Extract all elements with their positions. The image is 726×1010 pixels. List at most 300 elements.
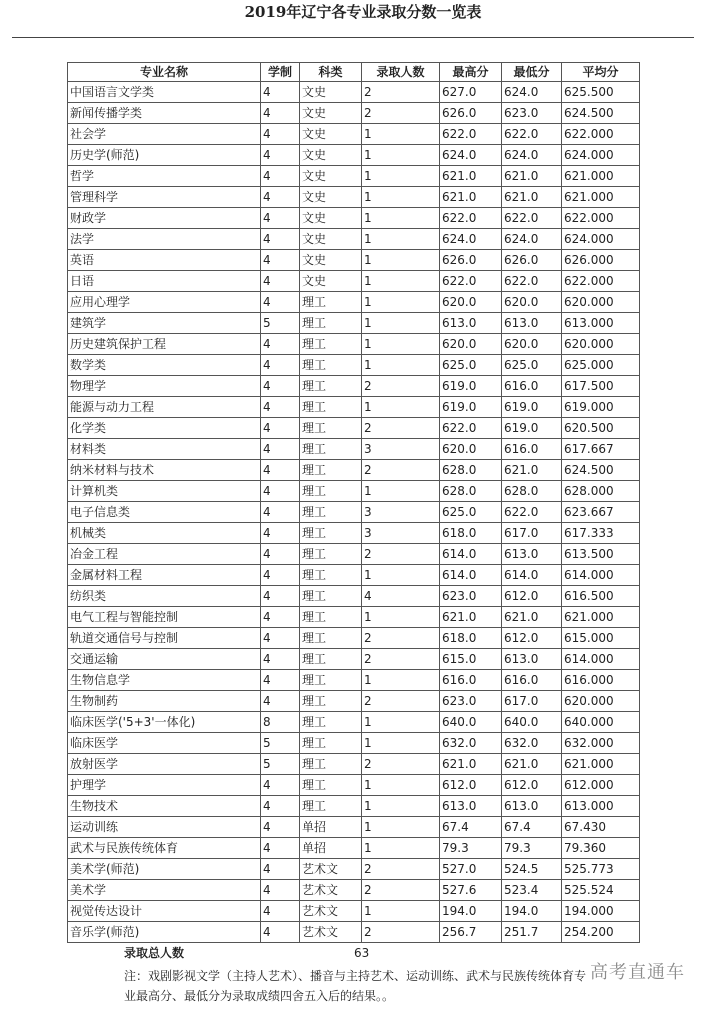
cell-category: 艺术文 [300, 922, 362, 943]
cell-duration: 4 [261, 880, 300, 901]
cell-duration: 4 [261, 292, 300, 313]
cell-duration: 4 [261, 586, 300, 607]
cell-duration: 4 [261, 649, 300, 670]
cell-duration: 4 [261, 607, 300, 628]
cell-admitted: 1 [362, 124, 440, 145]
cell-category: 理工 [300, 439, 362, 460]
cell-category: 理工 [300, 502, 362, 523]
cell-category: 艺术文 [300, 901, 362, 922]
cell-admitted: 2 [362, 544, 440, 565]
cell-duration: 4 [261, 481, 300, 502]
column-header-admitted: 录取人数 [362, 63, 440, 82]
cell-max-score: 256.7 [440, 922, 502, 943]
page-title: 2019年辽宁各专业录取分数一览表 [244, 3, 482, 21]
cell-admitted: 2 [362, 628, 440, 649]
cell-min-score: 613.0 [502, 649, 562, 670]
cell-duration: 4 [261, 838, 300, 859]
cell-max-score: 620.0 [440, 292, 502, 313]
cell-min-score: 79.3 [502, 838, 562, 859]
table-body [68, 82, 640, 943]
cell-major: 日语 [68, 271, 261, 292]
cell-major: 生物技术 [68, 796, 261, 817]
cell-min-score: 625.0 [502, 355, 562, 376]
cell-duration: 4 [261, 166, 300, 187]
cell-avg-score: 625.000 [562, 355, 640, 376]
cell-major: 英语 [68, 250, 261, 271]
cell-avg-score: 622.000 [562, 208, 640, 229]
cell-max-score: 622.0 [440, 208, 502, 229]
table-row [68, 691, 640, 712]
table-row [68, 418, 640, 439]
cell-duration: 4 [261, 208, 300, 229]
cell-max-score: 624.0 [440, 145, 502, 166]
cell-major: 财政学 [68, 208, 261, 229]
cell-duration: 4 [261, 565, 300, 586]
cell-category: 理工 [300, 565, 362, 586]
cell-category: 文史 [300, 250, 362, 271]
cell-admitted: 4 [362, 586, 440, 607]
cell-category: 理工 [300, 628, 362, 649]
cell-min-score: 620.0 [502, 334, 562, 355]
cell-avg-score: 617.667 [562, 439, 640, 460]
cell-category: 文史 [300, 82, 362, 103]
cell-max-score: 624.0 [440, 229, 502, 250]
cell-category: 文史 [300, 145, 362, 166]
cell-admitted: 1 [362, 355, 440, 376]
cell-duration: 4 [261, 103, 300, 124]
cell-duration: 4 [261, 355, 300, 376]
table-row [68, 628, 640, 649]
cell-avg-score: 613.500 [562, 544, 640, 565]
cell-category: 理工 [300, 691, 362, 712]
cell-major: 运动训练 [68, 817, 261, 838]
table-row [68, 397, 640, 418]
table-row [68, 754, 640, 775]
cell-avg-score: 632.000 [562, 733, 640, 754]
cell-major: 临床医学('5+3'一体化) [68, 712, 261, 733]
cell-max-score: 622.0 [440, 271, 502, 292]
cell-category: 单招 [300, 838, 362, 859]
cell-duration: 4 [261, 334, 300, 355]
cell-max-score: 616.0 [440, 670, 502, 691]
cell-max-score: 613.0 [440, 313, 502, 334]
cell-admitted: 3 [362, 439, 440, 460]
cell-category: 理工 [300, 754, 362, 775]
cell-duration: 4 [261, 628, 300, 649]
cell-admitted: 2 [362, 82, 440, 103]
cell-admitted: 3 [362, 523, 440, 544]
cell-category: 艺术文 [300, 880, 362, 901]
cell-max-score: 619.0 [440, 376, 502, 397]
cell-avg-score: 619.000 [562, 397, 640, 418]
cell-min-score: 524.5 [502, 859, 562, 880]
cell-duration: 5 [261, 754, 300, 775]
cell-admitted: 1 [362, 229, 440, 250]
watermark-text: 高考直通车 [590, 962, 685, 983]
cell-min-score: 621.0 [502, 754, 562, 775]
cell-category: 文史 [300, 229, 362, 250]
cell-admitted: 1 [362, 208, 440, 229]
cell-category: 理工 [300, 523, 362, 544]
cell-max-score: 622.0 [440, 418, 502, 439]
cell-avg-score: 624.000 [562, 229, 640, 250]
cell-admitted: 1 [362, 271, 440, 292]
cell-avg-score: 613.000 [562, 313, 640, 334]
table-row [68, 250, 640, 271]
table-row [68, 544, 640, 565]
cell-avg-score: 620.000 [562, 691, 640, 712]
cell-max-score: 621.0 [440, 166, 502, 187]
cell-admitted: 1 [362, 313, 440, 334]
cell-duration: 4 [261, 229, 300, 250]
table-row [68, 166, 640, 187]
cell-admitted: 1 [362, 187, 440, 208]
cell-major: 应用心理学 [68, 292, 261, 313]
cell-duration: 4 [261, 670, 300, 691]
cell-admitted: 2 [362, 460, 440, 481]
cell-max-score: 623.0 [440, 691, 502, 712]
cell-min-score: 614.0 [502, 565, 562, 586]
cell-major: 能源与动力工程 [68, 397, 261, 418]
cell-major: 电气工程与智能控制 [68, 607, 261, 628]
cell-min-score: 626.0 [502, 250, 562, 271]
cell-category: 理工 [300, 733, 362, 754]
table-row [68, 481, 640, 502]
cell-major: 法学 [68, 229, 261, 250]
cell-admitted: 1 [362, 292, 440, 313]
cell-avg-score: 612.000 [562, 775, 640, 796]
cell-max-score: 626.0 [440, 250, 502, 271]
cell-min-score: 67.4 [502, 817, 562, 838]
column-header-duration: 学制 [261, 63, 300, 82]
cell-min-score: 617.0 [502, 691, 562, 712]
cell-category: 理工 [300, 796, 362, 817]
cell-admitted: 2 [362, 103, 440, 124]
cell-admitted: 2 [362, 691, 440, 712]
cell-duration: 4 [261, 145, 300, 166]
cell-max-score: 622.0 [440, 124, 502, 145]
cell-category: 艺术文 [300, 859, 362, 880]
cell-duration: 4 [261, 187, 300, 208]
table-row [68, 460, 640, 481]
cell-major: 武术与民族传统体育 [68, 838, 261, 859]
cell-admitted: 1 [362, 481, 440, 502]
cell-admitted: 2 [362, 754, 440, 775]
cell-major: 生物信息学 [68, 670, 261, 691]
column-header-category: 科类 [300, 63, 362, 82]
table-row [68, 901, 640, 922]
cell-major: 交通运输 [68, 649, 261, 670]
cell-category: 理工 [300, 334, 362, 355]
cell-duration: 4 [261, 502, 300, 523]
cell-max-score: 79.3 [440, 838, 502, 859]
cell-max-score: 626.0 [440, 103, 502, 124]
cell-min-score: 624.0 [502, 145, 562, 166]
cell-category: 理工 [300, 313, 362, 334]
cell-category: 理工 [300, 397, 362, 418]
cell-major: 生物制药 [68, 691, 261, 712]
cell-major: 物理学 [68, 376, 261, 397]
cell-avg-score: 254.200 [562, 922, 640, 943]
cell-major: 冶金工程 [68, 544, 261, 565]
cell-min-score: 622.0 [502, 124, 562, 145]
cell-category: 理工 [300, 649, 362, 670]
table-row [68, 880, 640, 901]
cell-major: 音乐学(师范) [68, 922, 261, 943]
cell-duration: 4 [261, 439, 300, 460]
cell-major: 护理学 [68, 775, 261, 796]
table-row [68, 271, 640, 292]
admission-score-table [67, 62, 640, 943]
cell-avg-score: 614.000 [562, 649, 640, 670]
table-row [68, 439, 640, 460]
cell-min-score: 621.0 [502, 607, 562, 628]
cell-avg-score: 617.500 [562, 376, 640, 397]
cell-avg-score: 194.000 [562, 901, 640, 922]
cell-avg-score: 624.000 [562, 145, 640, 166]
cell-category: 文史 [300, 166, 362, 187]
cell-admitted: 1 [362, 334, 440, 355]
total-admitted-value: 63 [354, 946, 370, 960]
table-row [68, 355, 640, 376]
cell-min-score: 632.0 [502, 733, 562, 754]
cell-category: 理工 [300, 355, 362, 376]
cell-avg-score: 623.667 [562, 502, 640, 523]
cell-duration: 4 [261, 376, 300, 397]
cell-max-score: 625.0 [440, 355, 502, 376]
cell-duration: 4 [261, 250, 300, 271]
cell-min-score: 616.0 [502, 670, 562, 691]
table-row [68, 229, 640, 250]
cell-avg-score: 620.000 [562, 292, 640, 313]
cell-min-score: 621.0 [502, 166, 562, 187]
cell-duration: 4 [261, 460, 300, 481]
cell-max-score: 613.0 [440, 796, 502, 817]
footnote: 注：戏剧影视文学（主持人艺术）、播音与主持艺术、运动训练、武术与民族传统体育专业最高分、最低分为录取成绩四舍五入后的结果。。 [124, 969, 587, 1003]
cell-admitted: 1 [362, 166, 440, 187]
title-divider [12, 37, 694, 38]
cell-avg-score: 620.000 [562, 334, 640, 355]
cell-duration: 4 [261, 124, 300, 145]
cell-avg-score: 525.773 [562, 859, 640, 880]
cell-avg-score: 615.000 [562, 628, 640, 649]
cell-avg-score: 616.000 [562, 670, 640, 691]
cell-category: 文史 [300, 124, 362, 145]
cell-avg-score: 628.000 [562, 481, 640, 502]
cell-max-score: 625.0 [440, 502, 502, 523]
cell-admitted: 1 [362, 145, 440, 166]
cell-max-score: 632.0 [440, 733, 502, 754]
cell-max-score: 618.0 [440, 523, 502, 544]
column-header-max-score: 最高分 [440, 63, 502, 82]
cell-admitted: 1 [362, 796, 440, 817]
cell-min-score: 523.4 [502, 880, 562, 901]
cell-avg-score: 621.000 [562, 607, 640, 628]
cell-major: 美术学(师范) [68, 859, 261, 880]
cell-min-score: 620.0 [502, 292, 562, 313]
cell-category: 文史 [300, 208, 362, 229]
cell-duration: 4 [261, 775, 300, 796]
cell-max-score: 527.0 [440, 859, 502, 880]
cell-major: 历史建筑保护工程 [68, 334, 261, 355]
cell-category: 理工 [300, 544, 362, 565]
cell-min-score: 622.0 [502, 502, 562, 523]
cell-min-score: 612.0 [502, 775, 562, 796]
cell-admitted: 2 [362, 376, 440, 397]
table-row [68, 523, 640, 544]
cell-duration: 4 [261, 82, 300, 103]
cell-avg-score: 617.333 [562, 523, 640, 544]
cell-min-score: 613.0 [502, 544, 562, 565]
table-row [68, 586, 640, 607]
cell-duration: 4 [261, 859, 300, 880]
cell-admitted: 1 [362, 397, 440, 418]
cell-admitted: 1 [362, 733, 440, 754]
table-row [68, 733, 640, 754]
table-row [68, 502, 640, 523]
cell-category: 理工 [300, 670, 362, 691]
cell-avg-score: 613.000 [562, 796, 640, 817]
cell-min-score: 628.0 [502, 481, 562, 502]
cell-category: 理工 [300, 376, 362, 397]
cell-admitted: 1 [362, 565, 440, 586]
cell-duration: 4 [261, 544, 300, 565]
cell-avg-score: 622.000 [562, 124, 640, 145]
cell-major: 轨道交通信号与控制 [68, 628, 261, 649]
table-row [68, 607, 640, 628]
cell-major: 电子信息类 [68, 502, 261, 523]
cell-admitted: 2 [362, 859, 440, 880]
cell-duration: 4 [261, 817, 300, 838]
cell-major: 美术学 [68, 880, 261, 901]
cell-admitted: 1 [362, 607, 440, 628]
cell-min-score: 640.0 [502, 712, 562, 733]
cell-category: 理工 [300, 460, 362, 481]
cell-admitted: 2 [362, 880, 440, 901]
cell-major: 材料类 [68, 439, 261, 460]
cell-min-score: 622.0 [502, 208, 562, 229]
table-header-row [68, 63, 640, 82]
cell-major: 放射医学 [68, 754, 261, 775]
cell-max-score: 615.0 [440, 649, 502, 670]
cell-major: 计算机类 [68, 481, 261, 502]
table-row [68, 649, 640, 670]
table-row [68, 796, 640, 817]
cell-min-score: 621.0 [502, 187, 562, 208]
cell-avg-score: 621.000 [562, 187, 640, 208]
cell-major: 中国语言文学类 [68, 82, 261, 103]
cell-min-score: 617.0 [502, 523, 562, 544]
cell-max-score: 620.0 [440, 439, 502, 460]
cell-avg-score: 525.524 [562, 880, 640, 901]
cell-admitted: 1 [362, 817, 440, 838]
column-header-avg-score: 平均分 [562, 63, 640, 82]
cell-duration: 4 [261, 691, 300, 712]
cell-duration: 4 [261, 523, 300, 544]
cell-duration: 4 [261, 922, 300, 943]
table-row [68, 334, 640, 355]
cell-max-score: 620.0 [440, 334, 502, 355]
cell-category: 文史 [300, 271, 362, 292]
cell-min-score: 613.0 [502, 313, 562, 334]
cell-major: 管理科学 [68, 187, 261, 208]
cell-avg-score: 79.360 [562, 838, 640, 859]
cell-min-score: 619.0 [502, 418, 562, 439]
cell-min-score: 616.0 [502, 439, 562, 460]
cell-duration: 5 [261, 313, 300, 334]
table-row [68, 313, 640, 334]
cell-max-score: 612.0 [440, 775, 502, 796]
cell-major: 机械类 [68, 523, 261, 544]
cell-avg-score: 616.500 [562, 586, 640, 607]
column-header-major: 专业名称 [68, 63, 261, 82]
cell-category: 理工 [300, 607, 362, 628]
cell-max-score: 623.0 [440, 586, 502, 607]
cell-max-score: 628.0 [440, 481, 502, 502]
cell-admitted: 2 [362, 418, 440, 439]
cell-max-score: 527.6 [440, 880, 502, 901]
table-row [68, 187, 640, 208]
cell-category: 理工 [300, 292, 362, 313]
cell-max-score: 194.0 [440, 901, 502, 922]
cell-min-score: 612.0 [502, 628, 562, 649]
cell-avg-score: 621.000 [562, 754, 640, 775]
cell-min-score: 194.0 [502, 901, 562, 922]
cell-min-score: 613.0 [502, 796, 562, 817]
cell-admitted: 1 [362, 775, 440, 796]
cell-min-score: 621.0 [502, 460, 562, 481]
table-row [68, 712, 640, 733]
cell-max-score: 618.0 [440, 628, 502, 649]
cell-min-score: 624.0 [502, 229, 562, 250]
table-row [68, 565, 640, 586]
cell-max-score: 621.0 [440, 187, 502, 208]
cell-duration: 5 [261, 733, 300, 754]
cell-admitted: 1 [362, 670, 440, 691]
cell-duration: 4 [261, 796, 300, 817]
cell-category: 理工 [300, 775, 362, 796]
table-row [68, 124, 640, 145]
table-row [68, 145, 640, 166]
cell-major: 临床医学 [68, 733, 261, 754]
cell-avg-score: 622.000 [562, 271, 640, 292]
cell-category: 理工 [300, 712, 362, 733]
cell-duration: 4 [261, 271, 300, 292]
cell-min-score: 612.0 [502, 586, 562, 607]
cell-min-score: 619.0 [502, 397, 562, 418]
total-admitted-label: 录取总人数 [124, 946, 185, 960]
cell-duration: 4 [261, 418, 300, 439]
cell-major: 新闻传播学类 [68, 103, 261, 124]
cell-major: 哲学 [68, 166, 261, 187]
cell-major: 社会学 [68, 124, 261, 145]
cell-max-score: 614.0 [440, 565, 502, 586]
cell-admitted: 1 [362, 712, 440, 733]
cell-max-score: 67.4 [440, 817, 502, 838]
cell-major: 化学类 [68, 418, 261, 439]
cell-max-score: 621.0 [440, 607, 502, 628]
table-row [68, 859, 640, 880]
cell-admitted: 3 [362, 502, 440, 523]
cell-max-score: 621.0 [440, 754, 502, 775]
cell-avg-score: 67.430 [562, 817, 640, 838]
cell-duration: 4 [261, 901, 300, 922]
cell-min-score: 623.0 [502, 103, 562, 124]
cell-category: 文史 [300, 187, 362, 208]
table-row [68, 775, 640, 796]
cell-admitted: 1 [362, 250, 440, 271]
cell-category: 理工 [300, 418, 362, 439]
